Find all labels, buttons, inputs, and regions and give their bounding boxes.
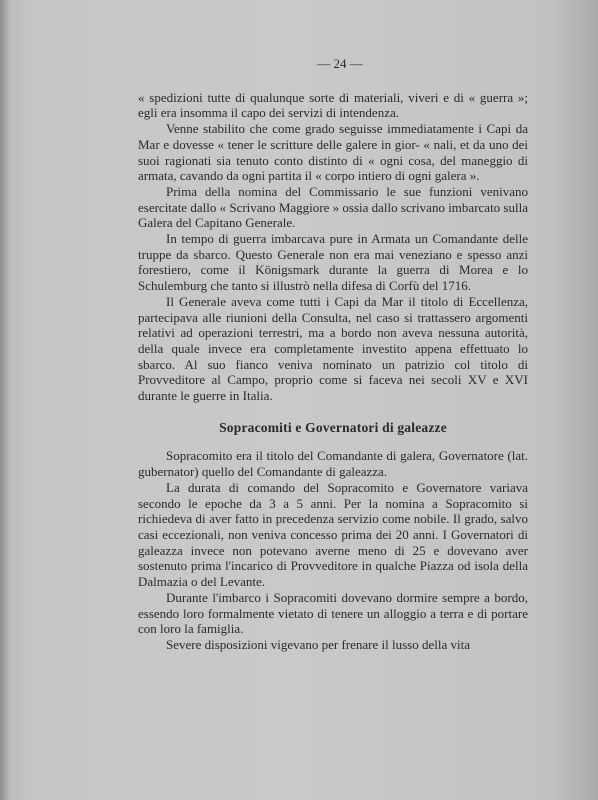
paragraph-prima-della-nomina: Prima della nomina del Commissario le sue funzioni venivano esercitate dallo « Scrivano Maggiore » ossia dallo scrivano imbarcato sulla Galera del Capitano Generale. xyxy=(138,183,528,231)
page-number: — 24 — xyxy=(317,56,363,71)
paragraph-il-generale: Il Generale aveva come tutti i Capi da Mar il titolo di Eccellenza, partecipava alle riunioni della Consulta, nel caso si trattassero argomenti relativi ad operazioni terrestri, ma a bordo non aveva nessuna autorità, della quale invece era completamente investito appena effettuato lo sbarco. Al suo fianco veniva nominato un patrizio col titolo di Provveditore al Campo, proprio come si faceva nei secoli XV e XVI durante le guerre in Italia. xyxy=(138,293,528,404)
paragraph-spedizioni: « spedizioni tutte di qualunque sorte di materiali, viveri e di « guerra »; egli era insomma il capo dei servizi di intendenza. xyxy=(138,89,528,121)
paragraph-venne-stabilito: Venne stabilito che come grado seguisse immediatamente i Capi da Mar e dovesse « tener le scritture delle galere in gior- « nali, et da uno dei suoi ragionati sia tenuto conto distinto di « ogni cosa, del maneggio di armata, cavando da ogni partita il « corpo intiero di ogni galera ». xyxy=(138,121,528,184)
book-spine-shadow xyxy=(0,0,10,800)
page-text-block xyxy=(138,56,528,653)
paragraph-durante-imbarco: Durante l'imbarco i Sopracomiti dovevano dormire sempre a bordo, essendo loro formalmente vietato di tenere un alloggio a terra e di portare con loro la famiglia. xyxy=(138,589,528,637)
paragraph-tempo-di-guerra: In tempo di guerra imbarcava pure in Armata un Comandante delle truppe da sbarco. Questo Generale non era mai veneziano e spesso anzi forestiero, come il Königsmark durante la guerra di Morea e lo Schulemburg che tanto si illustrò nella difesa di Corfù del 1716. xyxy=(138,231,528,294)
paragraph-durata-comando: La durata di comando del Sopracomito e Governatore variava secondo le epoche da 3 a 5 anni. Per la nomina a Sopracomito si richiedeva di aver fatto in precedenza servizio come nobile. Il grado, salvo casi eccezionali, non veniva concesso prima dei 20 anni. I Governatori di galeazza invece non potevano averne meno di 25 e dovevano aver sostenuto prima l'incarico di Provveditore in qualche Piazza od isola della Dalmazia o del Levante. xyxy=(138,479,528,590)
paragraph-sopracomito: Sopracomito era il titolo del Comandante di galera, Governatore (lat. gubernator) quello del Comandante di galeazza. xyxy=(138,448,528,480)
section-heading: Sopracomiti e Governatori di galeazze xyxy=(219,419,447,435)
paragraph-severe-disposizioni: Severe disposizioni vigevano per frenare il lusso della vita xyxy=(166,636,470,652)
